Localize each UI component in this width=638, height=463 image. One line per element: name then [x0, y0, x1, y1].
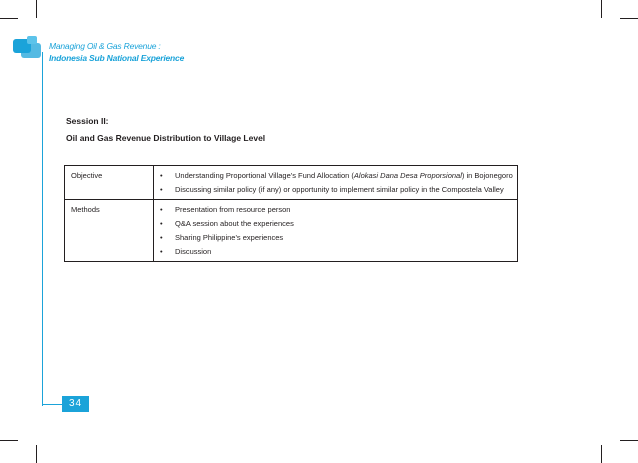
page-number: 34 — [62, 396, 89, 412]
session-table — [64, 165, 518, 262]
bullet-icon: • — [160, 205, 163, 214]
crop-mark — [620, 18, 638, 19]
row-label: Methods — [65, 200, 154, 262]
item-text: Q&A session about the experiences — [175, 219, 294, 228]
bullet-icon: • — [160, 233, 163, 242]
crop-mark — [601, 445, 602, 463]
running-header — [49, 40, 184, 64]
header-line-1: Managing Oil & Gas Revenue : — [49, 41, 161, 51]
bullet-icon: • — [160, 185, 163, 194]
list-item — [158, 231, 513, 245]
crop-mark — [36, 0, 37, 18]
bullet-icon: • — [160, 247, 163, 256]
overlapping-squares-icon — [13, 36, 49, 60]
crop-mark — [620, 440, 638, 441]
crop-mark — [601, 0, 602, 18]
bullet-icon: • — [160, 219, 163, 228]
list-item — [158, 245, 513, 259]
list-item — [158, 183, 513, 197]
list-item — [158, 169, 513, 183]
bullet-list — [158, 203, 513, 259]
table-row — [65, 166, 518, 200]
item-text: Sharing Philippine's experiences — [175, 233, 284, 242]
row-content — [154, 200, 518, 262]
item-text-tail: ) in Bojonegoro — [461, 171, 513, 180]
list-item — [158, 203, 513, 217]
crop-mark — [36, 445, 37, 463]
crop-mark — [0, 440, 18, 441]
margin-rule-foot — [42, 404, 62, 405]
crop-mark — [0, 18, 18, 19]
header-line-2: Indonesia Sub National Experience — [49, 53, 185, 63]
session-subtitle: Oil and Gas Revenue Distribution to Village Level — [66, 133, 266, 143]
bullet-list — [158, 169, 513, 197]
row-content — [154, 166, 518, 200]
table-row — [65, 200, 518, 262]
item-text: Discussing similar policy (if any) or opportunity to implement similar policy in the Compostela Valley — [175, 185, 504, 194]
session-title: Session II: — [66, 116, 109, 126]
list-item — [158, 217, 513, 231]
item-text: Presentation from resource person — [175, 205, 291, 214]
item-text: Discussion — [175, 247, 212, 256]
row-label: Objective — [65, 166, 154, 200]
margin-rule — [42, 52, 43, 406]
item-text: Understanding Proportional Village's Fund Allocation ( — [175, 171, 354, 180]
bullet-icon: • — [160, 171, 163, 180]
item-text-italic: Alokasi Dana Desa Proporsional — [353, 171, 462, 180]
